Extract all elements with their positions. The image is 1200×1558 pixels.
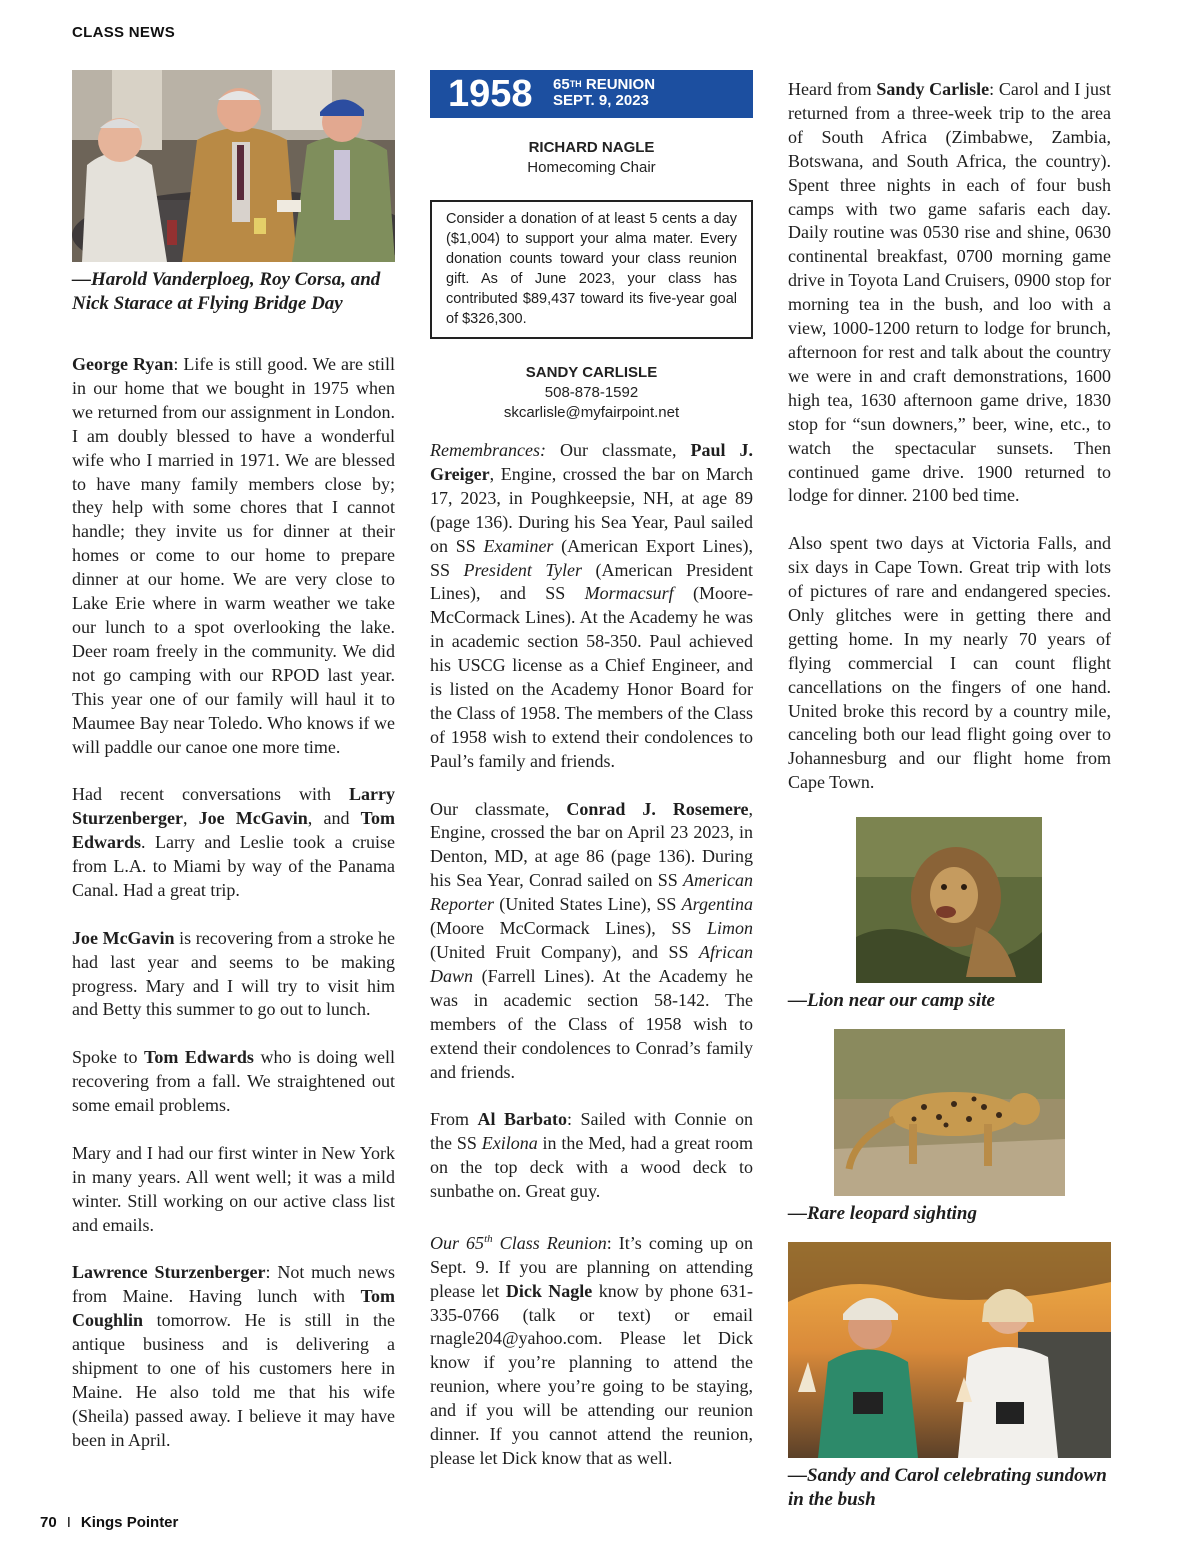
donation-box: Consider a donation of at least 5 cents a day ($1,004) to support your alma mater. Every donation counts toward your class reunion gift. As of June 2023, your class has contributed $89,437 toward its five-year goal of $326,300. (430, 200, 753, 339)
reunion-info: 65TH REUNION SEPT. 9, 2023 (553, 76, 656, 109)
couple-caption: —Sandy and Carol celebrating sundown in the bush (788, 1465, 1107, 1511)
lion-illustration (856, 817, 1042, 983)
leopard-photo (834, 1029, 1065, 1196)
winter-paragraph: Mary and I had our first winter in New York in many years. All went well; it was a mild winter. Still working on our active class list and emails. (72, 1142, 395, 1235)
conversations-paragraph: Had recent conversations with Larry Sturzenberger, Joe McGavin, and Tom Edwards. Larry and Leslie took a cruise from L.A. to Miami by way of the Panama Canal. Had a great trip. (72, 784, 395, 900)
publication-name: Kings Pointer (80, 1514, 179, 1531)
reunion-group-photo (72, 70, 395, 262)
class-year: 1958 (448, 73, 533, 115)
class-secretary: SANDY CARLISLE 508-878-1592 skcarlisle@myfairpoint.net (430, 363, 753, 423)
secretary-email[interactable]: skcarlisle@myfairpoint.net (503, 404, 680, 421)
name-george-ryan: George Ryan (72, 354, 174, 374)
carlisle-paragraph: Heard from Sandy Carlisle: Carol and I just returned from a three-week trip to the area of South Africa (Zimbabwe, Zambia, Botswana, and South Africa, the country). Spent three nights in each of four bush camps with two game safaris each day. Daily routine was 0530 rise and shine, 0630 continental breakfast, 0700 morning game drive in Toyota Land Cruisers, 0900 stop for morning tea in the bush, and loo with a view, 1000-1200 return to lodge for brunch, afternoon for rest and talk about the country we were in and craft demonstrations, 1600 high tea, 1630 afternoon game drive, 1830 stop for “sun downers,” beer, wine, etc., to watch the spectacular sunsets. Then continued game drive. 1900 returned to lodge for dinner. 2100 bed time. (788, 79, 1111, 506)
page-footer: 70 I Kings Pointer (40, 1514, 179, 1531)
section-header: CLASS NEWS (72, 24, 176, 41)
george-ryan-paragraph: George Ryan: Life is still good. We are still in our home that we bought in 1975 when we returned from our assignment in London. I am doubly blessed to have a wonderful wife who I married in 1971. We are blessed to have many family members close by; they help with some chores that I cannot handle; they invite us for dinner at their homes or come to our home to prepare dinner at our home. We are very close to Lake Erie where in warm weather we take our lunch to a spot overlooking the lake. Deer roam freely in the community. We did not go camping with our RPOD last year. This year one of our family will haul it to Maumee Bay near Toledo. Who knows if we will paddle our canoe one more time. (72, 354, 395, 757)
rosemere-paragraph: Our classmate, Conrad J. Rosemere, Engine, crossed the bar on April 23 2023, in Denton, MD, at age 86 (page 136). During his Sea Year, Conrad sailed on SS American Reporter (United States Line), SS Argentina (Moore McCormack Lines), SS Limon (United Fruit Company), and SS African Dawn (Farrell Lines). At the Academy he was in academic section 58-142. The members of the Class of 1958 wish to extend their condolences to Conrad’s family and friends. (430, 798, 754, 1082)
class-year-banner (430, 70, 753, 118)
column-1 (72, 70, 395, 1453)
col1-body (72, 353, 395, 1453)
page-number: 70 (40, 1514, 57, 1531)
column-2 (430, 70, 753, 1471)
col2-body (430, 439, 753, 1471)
reunion-paragraph: Our 65th Class Reunion: It’s coming up on Sept. 9. If you are planning on attending please let Dick Nagle know by phone 631-335-0766 (talk or text) or email rnagle204@yahoo.com. Please let Dick know if you’re planning to attend the reunion, where you’re going to be staying, and if you will be attending our reunion dinner. If you cannot attend the reunion, please let Dick know that as well. (430, 1232, 754, 1469)
leopard-illustration (834, 1029, 1065, 1196)
reunion-date: SEPT. 9, 2023 (553, 92, 649, 109)
victoria-falls-paragraph: Also spent two days at Victoria Falls, and six days in Cape Town. Great trip with lots of pictures of rare and endangered species. Only glitches were in getting there and getting home. In my nearly 70 years of flying commercial I can count flight cancellations on the fingers of one hand. United broke this record by a country mile, canceling both our lead flight going over to Johannesburg and our flight home from Cape Town. (788, 533, 1111, 793)
couple-photo (788, 1242, 1111, 1458)
barbato-paragraph: From Al Barbato: Sailed with Connie on the SS Exilona in the Med, had a great room on the top deck with a wood deck to sunbathe on. Great guy. (430, 1109, 754, 1202)
lion-photo (856, 817, 1042, 983)
column-3 (788, 78, 1111, 1512)
leopard-caption: —Rare leopard sighting (788, 1203, 977, 1225)
lawrence-paragraph: Lawrence Sturzenberger: Not much news from Maine. Having lunch with Tom Coughlin tomorrow. He is still in the antique business and is delivering a shipment to one of his customers here in Maine. He also told me that his wife (Sheila) passed away. I believe it may have been in April. (72, 1262, 396, 1450)
secretary-phone: 508-878-1592 (544, 384, 639, 401)
joe-mcgavin-paragraph: Joe McGavin is recovering from a stroke he had last year and seems to be making progress. Mary and I will try to visit him and Betty this summer to go out to lunch. (72, 927, 396, 1020)
greiger-paragraph: Remembrances: Our classmate, Paul J. Greiger, Engine, crossed the bar on March 17, 2023, in Poughkeepsie, NH, at age 89 (page 136). During his Sea Year, Paul sailed on SS Examiner (American Export Lines), SS President Tyler (American President Lines), and SS Mormacsurf (Moore-McCormack Lines). At the Academy he was in academic section 58-350. Paul achieved his USCG license as a Chief Engineer, and is listed on the Academy Honor Board for the Class of 1958. The members of the Class of 1958 wish to extend their condolences to Paul’s family and friends. (430, 440, 753, 771)
lion-caption: —Lion near our camp site (788, 990, 995, 1012)
tom-edwards-paragraph: Spoke to Tom Edwards who is doing well recovering from a fall. We straightened out some email problems. (72, 1047, 395, 1116)
col3-body (788, 78, 1111, 795)
homecoming-chair: RICHARD NAGLE Homecoming Chair (527, 139, 656, 176)
group-photo-caption: —Harold Vanderploeg, Roy Corsa, and Nick Starace at Flying Bridge Day (72, 269, 381, 314)
couple-illustration (788, 1242, 1111, 1458)
group-photo-illustration (72, 70, 395, 262)
